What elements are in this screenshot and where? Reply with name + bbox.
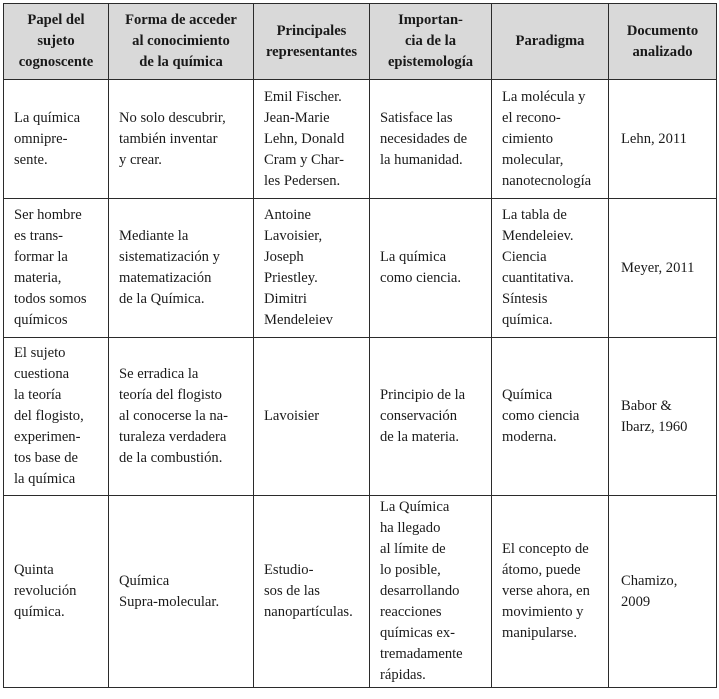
cell-paradigma: Química como ciencia moderna. bbox=[492, 338, 609, 496]
header-paradigma: Paradigma bbox=[492, 4, 609, 80]
table-row bbox=[4, 338, 717, 496]
cell-paradigma: La molécula y el recono- cimiento molecular, nanotecnología bbox=[492, 80, 609, 199]
table-header-row bbox=[4, 4, 717, 80]
cell-papel: Quinta revolución química. bbox=[4, 496, 109, 688]
table-row bbox=[4, 496, 717, 688]
header-importancia: Importan- cia de la epistemología bbox=[370, 4, 492, 80]
cell-importancia: La química como ciencia. bbox=[370, 199, 492, 338]
cell-forma: Se erradica la teoría del flogisto al conocerse la na- turaleza verdadera de la combustión. bbox=[109, 338, 254, 496]
header-forma: Forma de acceder al conocimiento de la química bbox=[109, 4, 254, 80]
table-row bbox=[4, 199, 717, 338]
header-representantes: Principales representantes bbox=[254, 4, 370, 80]
cell-documento: Chamizo, 2009 bbox=[609, 496, 717, 688]
cell-importancia: La Química ha llegado al límite de lo posible, desarrollando reacciones químicas ex- tremadamente rápidas. bbox=[370, 496, 492, 688]
cell-paradigma: La tabla de Mendeleiev. Ciencia cuantitativa. Síntesis química. bbox=[492, 199, 609, 338]
cell-representantes: Lavoisier bbox=[254, 338, 370, 496]
table-row bbox=[4, 80, 717, 199]
cell-papel: El sujeto cuestiona la teoría del flogisto, experimen- tos base de la química bbox=[4, 338, 109, 496]
cell-importancia: Principio de la conservación de la materia. bbox=[370, 338, 492, 496]
cell-representantes: Emil Fischer. Jean-Marie Lehn, Donald Cram y Char- les Pedersen. bbox=[254, 80, 370, 199]
cell-documento: Babor & Ibarz, 1960 bbox=[609, 338, 717, 496]
cell-documento: Lehn, 2011 bbox=[609, 80, 717, 199]
cell-forma: No solo descubrir, también inventar y crear. bbox=[109, 80, 254, 199]
cell-importancia: Satisface las necesidades de la humanidad. bbox=[370, 80, 492, 199]
cell-representantes: Estudio- sos de las nanopartículas. bbox=[254, 496, 370, 688]
header-papel: Papel del sujeto cognoscente bbox=[4, 4, 109, 80]
cell-paradigma: El concepto de átomo, puede verse ahora, en movimiento y manipularse. bbox=[492, 496, 609, 688]
cell-forma: Mediante la sistematización y matematización de la Química. bbox=[109, 199, 254, 338]
epistemology-table bbox=[3, 3, 717, 688]
cell-papel: Ser hombre es trans- formar la materia, todos somos químicos bbox=[4, 199, 109, 338]
cell-papel: La química omnipre- sente. bbox=[4, 80, 109, 199]
cell-documento: Meyer, 2011 bbox=[609, 199, 717, 338]
cell-representantes: Antoine Lavoisier, Joseph Priestley. Dimitri Mendeleiev bbox=[254, 199, 370, 338]
header-documento: Documento analizado bbox=[609, 4, 717, 80]
cell-forma: Química Supra-molecular. bbox=[109, 496, 254, 688]
